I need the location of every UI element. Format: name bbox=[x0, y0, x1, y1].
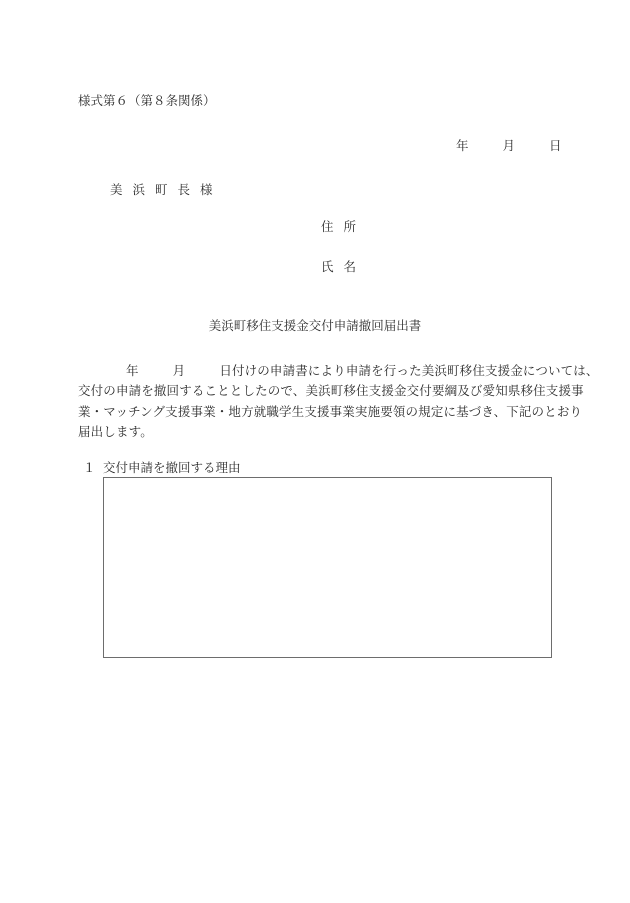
section-1-number: １ bbox=[83, 460, 96, 475]
date-month-label: 月 bbox=[502, 138, 516, 153]
addressee: 美浜町長様 bbox=[110, 182, 223, 197]
body-line-1: 年 月 日付けの申請書により申請を行った美浜町移住支援金については、 bbox=[126, 363, 599, 378]
document-title: 美浜町移住支援金交付申請撤回届出書 bbox=[208, 318, 422, 333]
body-year-label: 年 bbox=[126, 363, 139, 378]
reason-box[interactable] bbox=[103, 477, 552, 658]
address-label: 住所 bbox=[321, 219, 367, 234]
date-line bbox=[456, 140, 562, 153]
name-label: 氏名 bbox=[321, 259, 367, 274]
section-1-label: 交付申請を撤回する理由 bbox=[103, 460, 241, 475]
date-year-label: 年 bbox=[456, 138, 469, 153]
body-month-label: 月 bbox=[172, 363, 186, 378]
date-day-label: 日 bbox=[549, 138, 562, 153]
body-line-4: 届出します。 bbox=[78, 423, 153, 439]
body-line-3: 業・マッチング支援事業・地方就職学生支援事業実施要領の規定に基づき、下記のとおり bbox=[78, 403, 583, 419]
body-paragraph bbox=[78, 361, 599, 442]
form-number: 様式第６（第８条関係） bbox=[78, 93, 216, 108]
body-line-2: 交付の申請を撤回することとしたので、美浜町移住支援金交付要綱及び愛知県移住支援事 bbox=[78, 383, 584, 399]
